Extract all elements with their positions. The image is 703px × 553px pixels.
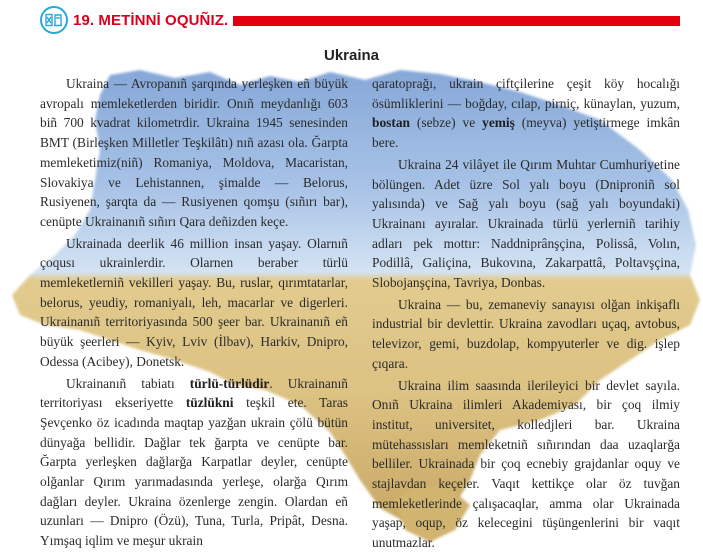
text-segment: Ukraina — bu, zemaneviy sanayısı olğan inkişaflı industrial bir devlettir. Ukraina zavodları uçaq, avtobus, televizor, gemi, buzdolap, kompyuterler ve dig. işlep çıqara.: [372, 296, 680, 371]
left-column: [40, 74, 348, 553]
section-header: [40, 5, 680, 35]
paragraph: [40, 234, 348, 372]
paragraph: [372, 295, 680, 374]
paragraph: [372, 155, 680, 293]
paragraph: [40, 74, 348, 232]
right-column: [372, 74, 680, 553]
bold-term: tüzlükni: [185, 395, 234, 411]
text-segment: Ukrainada deerlik 46 million insan yaşay. Olarnıñ çoqusı ukrainlerdir. Olarnen beraber türlü memleketlerniñ vekilleri yaşay. Bu, ruslar, qırımtatarlar, belorus, yeudiy, romaniyalı, leh, macarlar ve digerleri. Ukrainanıñ territoriyasında 500 şeer bar. Ukrainanıñ eñ büyük şeerleri — Kyiv, Lviv (İlbav), Harkiv, Dnipro, Odessa (Acibey), Donetsk.: [40, 235, 348, 369]
text-segment: Ukrainanıñ tabiatı: [66, 375, 190, 391]
reading-book-icon: [40, 6, 68, 34]
header-accent-bar: [233, 16, 680, 26]
paragraph: [372, 376, 680, 553]
text-segment: qaratoprağı, ukrain çiftçilerine çeşit köy hocalığı ösümliklerini — boğday, cılap, pirniç, künaylan, yuzum,: [372, 76, 680, 111]
text-segment: teşkil ete. Taras Şevçenko öz icadında maqtap yazğan ukrain çölü bütün dünyağa bellidir. Dağlar tek ğarpta ve cenüpte bar. Ğarpta yerleşken dağlarğa Karpatlar deyler, cenüpte olğanlar Qırım yarımadasında yerleşe, olarğa Qırım dağları deyler. Ukraina özenlerge zengin. Olardan eñ uzunları — Dnipro (Özü), Tuna, Turla, Pripât, Desna. Yımşaq iqlim ve meşur ukrain: [40, 395, 348, 549]
paragraph: [40, 374, 348, 551]
paragraph-continued: [372, 74, 680, 153]
text-segment: (meyva) yetiştirmege imkân bere.: [372, 115, 680, 151]
bold-term: bostan: [372, 115, 410, 131]
text-segment: Ukraina ilim saasında ilerileyici bir devlet sayıla. Onıñ Ukraina ilimleri Akademiyası, bir çoq ilmiy institut, universitet, kolledjleri bar. Ukraina mütehassısları memleketniñ sıñırından daa uzaqlarğa belliler. Ukrainada bir çoq ecnebiy grajdanlar oquy ve stajlavdan keçeler. Vaqıt kettikçe olar öz tuvğan memleketlerinde çalışacaqlar, amma olar Ukrainada yaşap, oqup, öz kelecegini tüşüngenlerini bir vaqıt unutmazlar.: [372, 377, 680, 551]
section-number-title: 19. METİNNİ OQUÑIZ.: [73, 11, 229, 29]
text-segment: Ukraina — Avropanıñ şarqında yerleşken eñ büyük avropalı memleketlerden biridir. Onıñ meydanlığı 603 biñ 700 kvadrat kilometrdir. Ukraina 1945 senesinden BMT (Birleşken Milletler Teşkilâtı) nıñ azası ola. Ğarpta memleketimiz(niñ) Romaniya, Moldova, Macaristan, Slovakiya ve Lehistannen, şimalde — Belorus, Rusiyenen, şarqta da — Rusiyenen qomşu (sıñırı bar), cenüpte Ukrainanıñ sıñırı Qara deñizden keçe.: [40, 76, 348, 229]
article-title: Ukraina: [323, 47, 380, 64]
bold-term: türlü-türlüdir: [189, 375, 270, 391]
text-segment: . Ukrainanıñ territoriyası ekseriyette: [40, 375, 348, 411]
text-segment: Ukraina 24 vilâyet ile Qırım Muhtar Cumhuriyetine bölüngen. Adet üzre Sol yalı boyu (Dniproniñ sol yalısında) ve Sağ yalı boyu (sağ yalı boyundaki) Ukrainanı ayıralar. Ukrainada türlü yerlerniñ tarihiy adları pek mottır: Naddniprânşçina, Polissâ, Volın, Podillâ, Galiçina, Bukovına, Zakarpattâ, Poltavşçina, Slobojanşçina, Tavriya, Donbas.: [372, 156, 680, 291]
article-body: [40, 74, 680, 553]
text-segment: (sebze) ve: [409, 115, 483, 131]
bold-term: yemiş: [482, 115, 515, 131]
